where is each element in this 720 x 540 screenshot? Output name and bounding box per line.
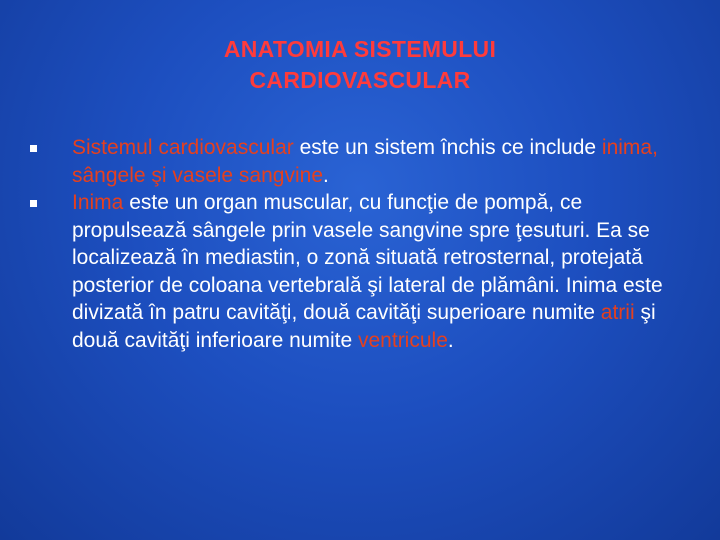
slide-title-line-2: CARDIOVASCULAR bbox=[249, 67, 471, 93]
bullet-list bbox=[30, 134, 680, 354]
bullet-text-2 bbox=[72, 191, 663, 352]
bullet-text-1 bbox=[72, 136, 658, 187]
slide-title-line-1: ANATOMIA SISTEMULUI bbox=[223, 36, 497, 62]
text-segment: şi două cavităţi inferioare numite bbox=[72, 301, 656, 352]
bullet-item-2 bbox=[30, 189, 680, 354]
text-segment: este un sistem închis ce include bbox=[293, 136, 602, 159]
slide-title bbox=[60, 34, 660, 96]
text-segment: . bbox=[447, 328, 454, 352]
text-segment: este un organ muscular, cu funcţie de pompă, ce propulsează sângele prin vasele sangvine spre ţesuturi. Ea se localizează în mediastin, o zonă situată retrosternal, protejată posterior de coloana vertebrală şi lateral de plămâni. Inima este divizată în patru cavităţi, două cavităţi superioare numite bbox=[72, 191, 663, 324]
square-bullet-icon bbox=[30, 145, 37, 152]
text-segment: . bbox=[323, 163, 329, 187]
square-bullet-icon bbox=[30, 200, 37, 207]
highlight-term: Sistemul cardiovascular bbox=[72, 136, 294, 159]
highlight-term: Inima bbox=[72, 191, 124, 214]
highlight-term: ventricule bbox=[358, 328, 448, 352]
highlight-term: atrii bbox=[600, 301, 635, 324]
highlight-term: inima, sângele şi vasele sangvine bbox=[72, 136, 658, 187]
bullet-item-1 bbox=[30, 134, 680, 189]
